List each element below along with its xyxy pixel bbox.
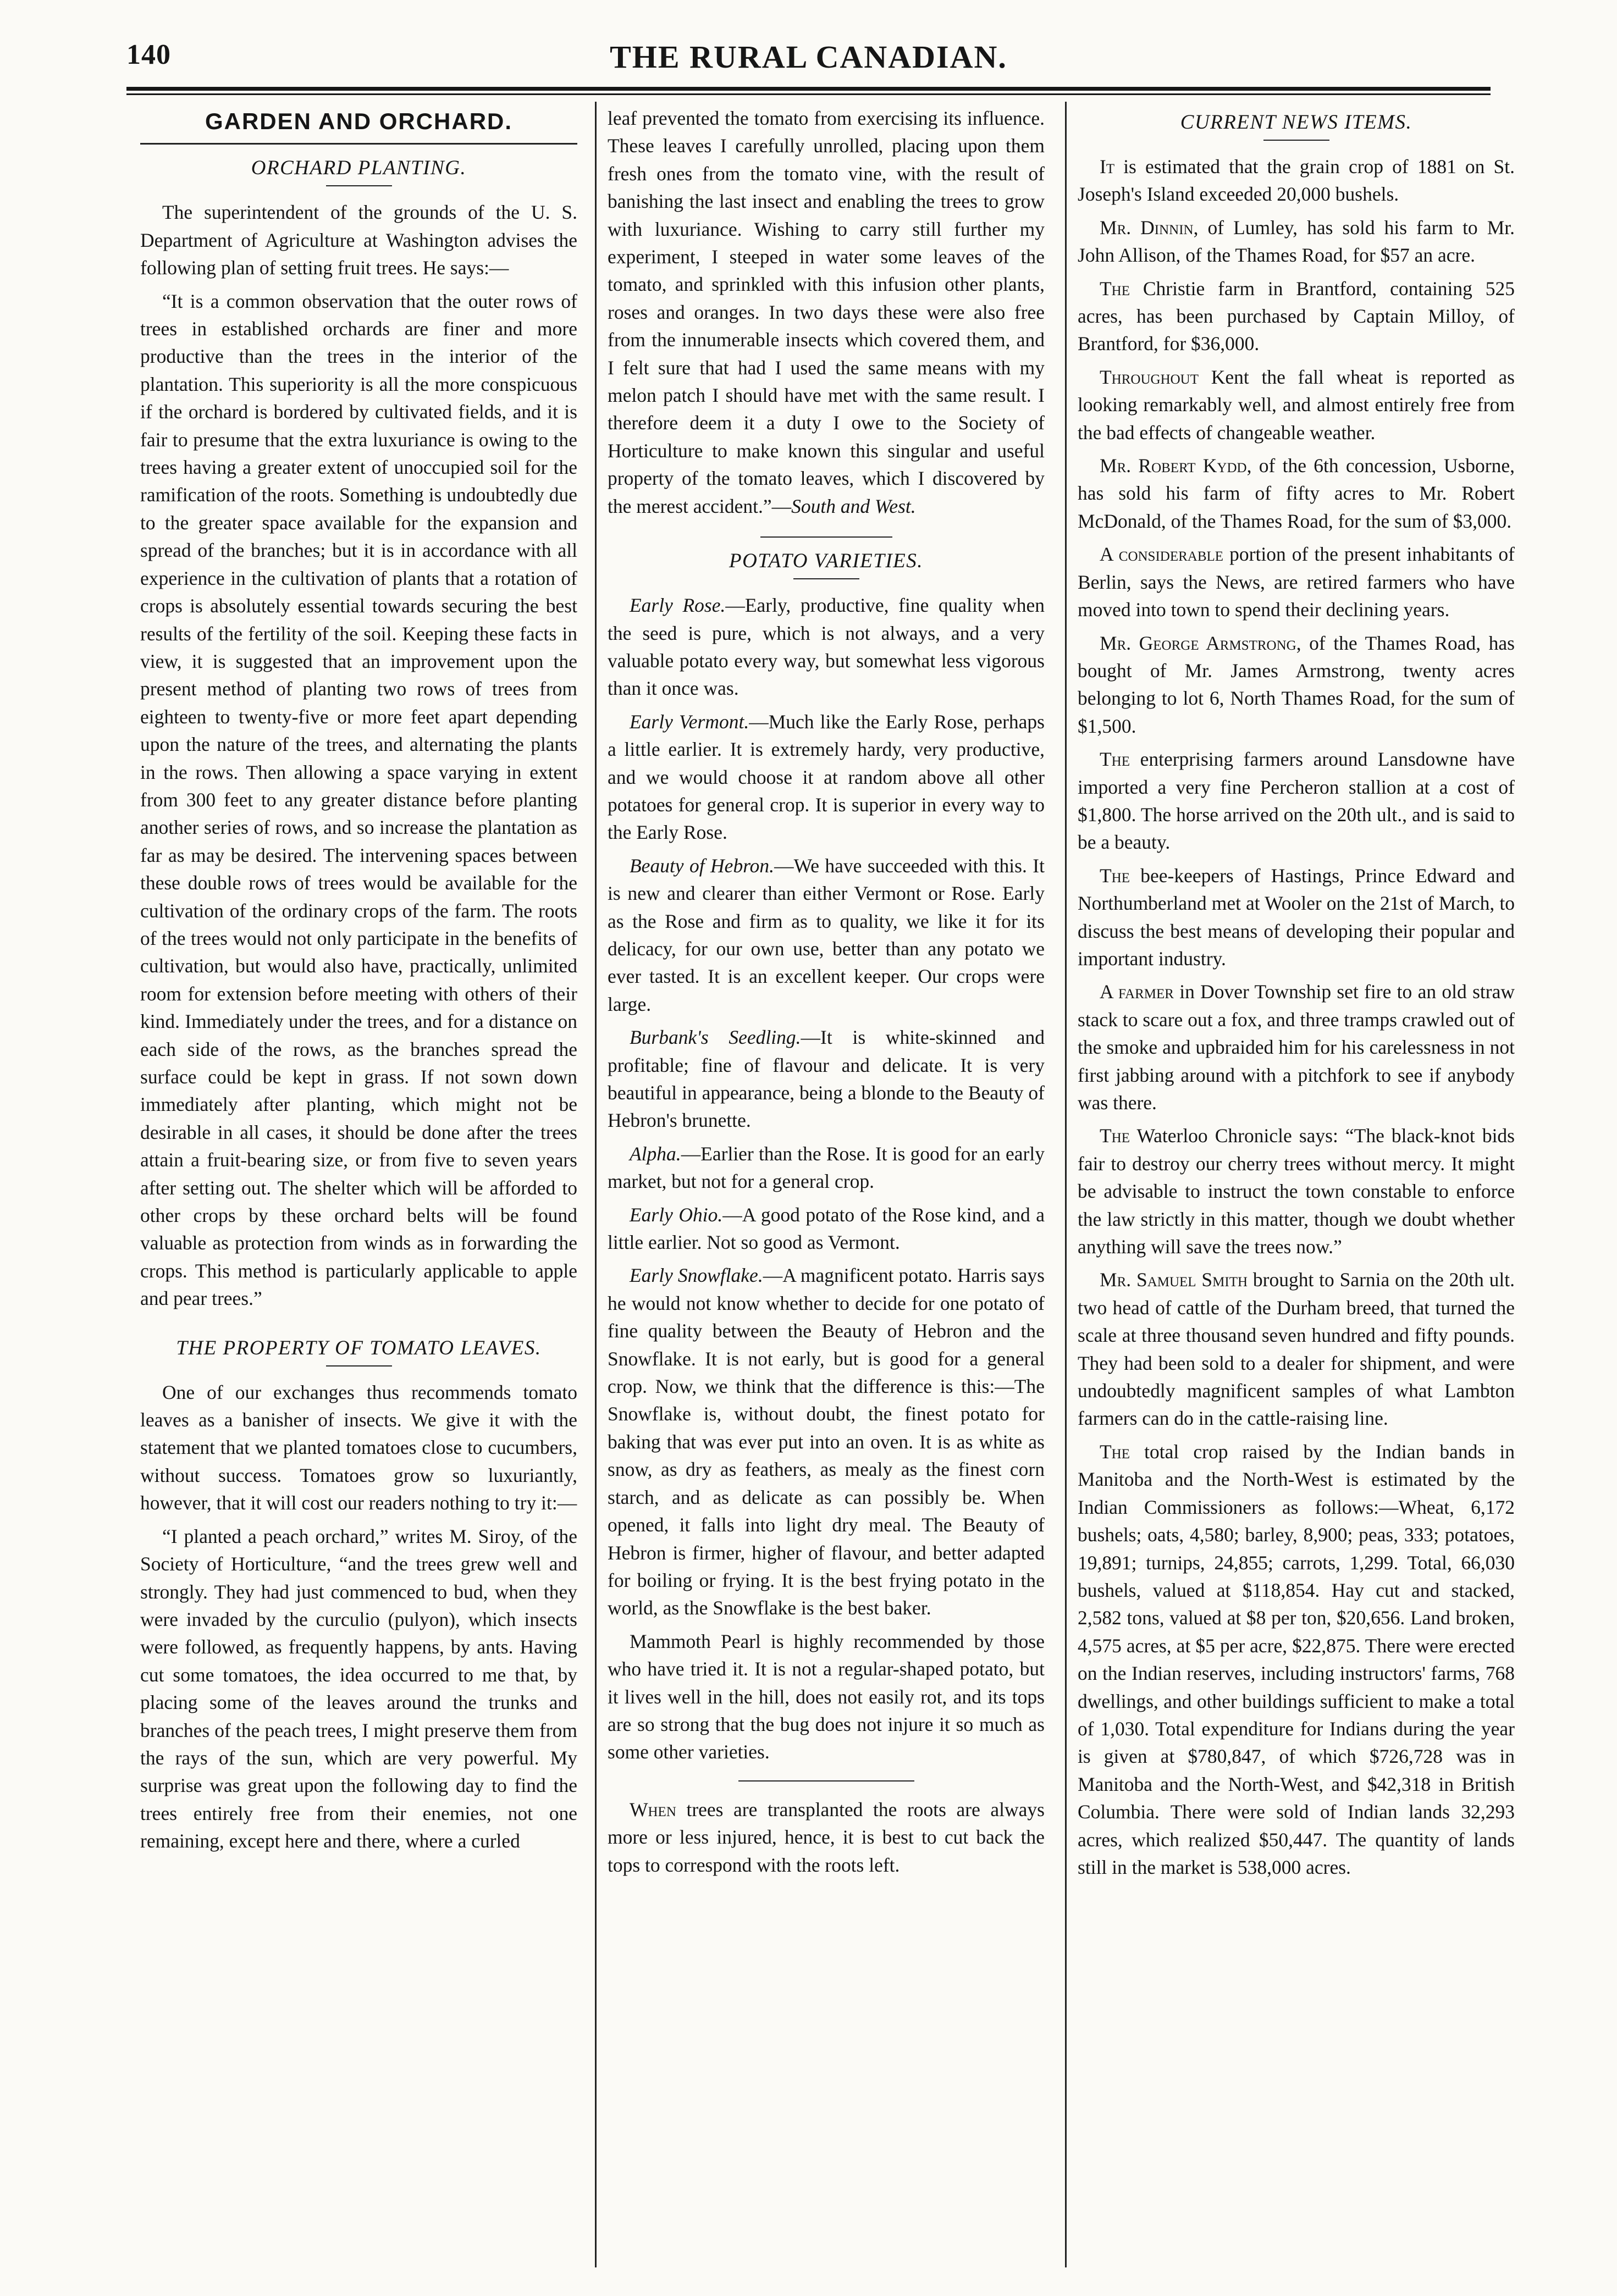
variety-name: Beauty of Hebron.: [630, 854, 775, 877]
news-text: of the Thames Road, has bought of Mr. James Armstrong, twenty acres belonging to lot 6, North Thames Road, for the sum of $1,500.: [1078, 632, 1515, 737]
news-item: [1078, 452, 1515, 535]
variety-name: Alpha.: [630, 1142, 681, 1165]
paragraph-text: trees are transplanted the roots are always more or less injured, hence, it is best to cut back the tops to correspond with the roots left.: [608, 1798, 1045, 1876]
news-text: portion of the present inhabitants of Berlin, says the News, are retired farmers who have moved into town to spend their declining years.: [1078, 543, 1515, 621]
news-lead: The: [1100, 864, 1130, 887]
column-divider: [595, 102, 597, 2267]
variety-name: Early Rose.: [630, 594, 726, 617]
news-item: [1078, 1438, 1515, 1882]
news-text: enterprising farmers around Lansdowne have imported a very fine Percheron stallion at a cost of $1,800. The horse arrived on the 20th ult., and is said to be a beauty.: [1078, 748, 1515, 854]
news-text: of the 6th concession, Usborne, has sold his farm of fifty acres to Mr. Robert McDonald, of the Thames Road, for the sum of $3,000.: [1078, 455, 1515, 532]
page-number: 140: [126, 39, 171, 70]
news-list: [1078, 153, 1515, 1881]
variety-name: Early Snowflake.: [630, 1264, 763, 1287]
news-lead: A considerable: [1100, 543, 1224, 566]
variety-name: Early Vermont.: [630, 710, 749, 733]
title-rule: [1263, 140, 1329, 141]
news-lead: A farmer: [1100, 981, 1174, 1003]
news-lead: The: [1100, 748, 1130, 771]
title-rule: [326, 1365, 392, 1366]
news-text: in Dover Township set fire to an old straw stack to scare out a fox, and three tramps crawled out of the smoke and upbraided him for his carelessness in not first jabbing around with a pitchfork to see if anybody was there.: [1078, 981, 1515, 1114]
potato-variety: [608, 1201, 1045, 1257]
news-text: brought to Sarnia on the 20th ult. two head of cattle of the Durham breed, that turned the scale at three thousand seven hundred and fifty pounds. They had been sold to a dealer for shipment, and were undoubtedly magnificent samples of what Lambton farmers can do in the cattle-raising line.: [1078, 1269, 1515, 1430]
masthead: THE RURAL CANADIAN.: [610, 39, 1007, 75]
news-lead: Mr. Dinnin,: [1100, 216, 1199, 239]
news-text: of Lumley, has sold his farm to Mr. John Allison, of the Thames Road, for $57 an acre.: [1078, 216, 1515, 267]
paragraph: One of our exchanges thus recommends tomato leaves as a banisher of insects. We give it with the statement that we planted tomatoes close to cucumbers, without success. Tomatoes grow so luxuriantly, however, that it will cost our readers nothing to try it:—: [140, 1381, 577, 1514]
news-item: [1078, 275, 1515, 358]
news-item: [1078, 978, 1515, 1116]
article-title-tomato-leaves: THE PROPERTY OF TOMATO LEAVES.: [176, 1336, 542, 1359]
news-item: [1078, 540, 1515, 623]
news-lead: The: [1100, 277, 1130, 300]
variety-text: —Much like the Early Rose, perhaps a little earlier. It is extremely hardy, very productive, and we would choose it at random above all other potatoes for general crop. It is superior in every way to the Early Rose.: [608, 710, 1045, 844]
paragraph: Mammoth Pearl is highly recommended by those who have tried it. It is not a regular-shaped potato, but it lives well in the hill, does not easily rot, and its tops are so strong that the bug does not injure it so much as some other varieties.: [608, 1630, 1045, 1763]
page-header: [126, 38, 1491, 82]
paragraph: “I planted a peach orchard,” writes M. Siroy, of the Society of Horticulture, “and the trees grew well and strongly. They had just commenced to bud, when they were invaded by the curculio (pulyon), which insects were followed, as frequently happens, by ants. Having cut some tomatoes, the idea occurred to me that, by placing some of the leaves around the trunks and branches of the peach trees, I might preserve them from the rays of the sun, which are very powerful. My surprise was great upon the following day to find the trees entirely free from their enemies, not one remaining, except here and there, where a curled: [140, 1525, 577, 1852]
news-text: total crop raised by the Indian bands in Manitoba and the North-West is estimated by the Indian Commissioners as follows:—Wheat, 6,172 bushels; oats, 4,580; barley, 8,900; peas, 333; potatoes, 19,891; turnips, 24,855; carrots, 1,299. Total, 66,030 bushels, valued at $118,854. Hay cut and stacked, 2,582 tons, valued at $8 per ton, $20,656. Land broken, 4,575 acres, at $5 per acre, $22,875. There were erected on the Indian reserves, including instructors' farms, 768 dwellings, and other buildings sufficient to make a total of 1,030. Total expenditure for Indians during the year is given at $780,847, of which $726,728 was in Manitoba and the North-West, and $42,318 in British Columbia. There were sold of Indian lands 32,293 acres, which realized $50,447. The quantity of lands still in the market is 538,000 acres.: [1078, 1440, 1515, 1878]
news-lead: The: [1100, 1440, 1130, 1463]
news-item: [1078, 745, 1515, 856]
source-credit: South and West.: [791, 495, 916, 517]
middle-column: [608, 104, 1045, 2265]
article-separator: [760, 536, 892, 538]
news-text: Waterloo Chronicle says: “The black-knot bids fair to destroy our cherry trees without mercy. It might be advisable to instruct the town constable to enforce the law strictly in this matter, though we doubt whether anything will save the trees now.”: [1078, 1125, 1515, 1258]
news-lead: Mr. George Armstrong,: [1100, 632, 1301, 654]
right-column: [1078, 104, 1515, 2265]
column-divider: [1065, 102, 1067, 2267]
news-lead: It: [1100, 156, 1115, 178]
news-text: Kent the fall wheat is reported as looking remarkably well, and almost entirely free from the bad effects of changeable weather.: [1078, 366, 1515, 444]
header-double-rule: [126, 87, 1491, 95]
potato-variety: [608, 852, 1045, 1018]
article-separator: [738, 1780, 914, 1782]
news-item: [1078, 1266, 1515, 1432]
left-column: [140, 104, 577, 2265]
variety-text: —It is white-skinned and profitable; fine of flavour and delicate. It is very beautiful in appearance, being a blonde to the Beauty of Hebron's brunette.: [608, 1026, 1045, 1132]
potato-variety: [608, 1140, 1045, 1196]
variety-text: —Early, productive, fine quality when the seed is pure, which is not always, and a very valuable potato every way, but somewhat less vigorous than it once was.: [608, 594, 1045, 700]
variety-text: —A magnificent potato. Harris says he would not know whether to decide for one potato of fine quality between the Beauty of Hebron and the Snowflake. It is not early, but is good for a general crop. Now, we think that the difference is this:—The Snowflake is, without doubt, the finest potato for baking that was ever put into an oven. It is as white as snow, as dry as feathers, as mealy as the finest corn starch, and as delicate as can possibly be. When opened, it falls into light dry meal. The Beauty of Hebron is firmer, higher of flavour, and better adapted for boiling or frying. It is the best frying potato in the world, as the Snowflake is the best baker.: [608, 1264, 1045, 1619]
variety-text: —We have succeeded with this. It is new and clearer than either Vermont or Rose. Early as the Rose and firm as to quality, we like it for its delicacy, for our own use, better than any potato we ever tasted. It is an excellent keeper. Our crops were large.: [608, 854, 1045, 1015]
section-rule: [140, 143, 577, 145]
title-rule: [326, 185, 392, 186]
paragraph: [608, 1796, 1045, 1879]
news-text: is estimated that the grain crop of 1881 on St. Joseph's Island exceeded 20,000 bushels.: [1078, 156, 1515, 206]
news-item: [1078, 363, 1515, 446]
news-lead: Mr. Robert Kydd,: [1100, 455, 1252, 477]
news-lead: The: [1100, 1125, 1130, 1147]
news-item: [1078, 629, 1515, 740]
news-text: bee-keepers of Hastings, Prince Edward and Northumberland met at Wooler on the 21st of March, to discuss the best means of developing their popular and important industry.: [1078, 864, 1515, 970]
potato-variety: [608, 1023, 1045, 1135]
news-item: [1078, 1122, 1515, 1260]
continued-text: leaf prevented the tomato from exercising its influence. These leaves I carefully unrolled, placing upon them fresh ones from the tomato vine, with the result of banishing the last insect and enabling the trees to grow with luxuriance. Wishing to carry still further my experiment, I steeped in water some leaves of the tomato, and sprinkled with this infusion other plants, roses and oranges. In two days these were also free from the innumerable insects which covered them, and I felt sure that had I used the same means with my melon patch I should have met with the same result. I therefore deem it a duty I owe to the Society of Horticulture to make known this singular and useful property of the tomato leaves, which I discovered by the merest accident.”—: [608, 107, 1045, 517]
variety-name: Burbank's Seedling.: [630, 1026, 801, 1049]
paragraph-continued: [608, 104, 1045, 520]
variety-name: Early Ohio.: [630, 1203, 723, 1226]
paragraph: “It is a common observation that the outer rows of trees in established orchards are finer and more productive than the trees in the interior of the plantation. This superiority is all the more conspicuous if the orchard is bordered by cultivated fields, and it is fair to presume that the extra luxuriance is owing to the trees having a greater extent of unoccupied soil for the ramification of the roots. Something is undoubtedly due to the greater space available for the expansion and spread of the branches; but it is in accordance with all experience in the cultivation of plants that a rotation of crops is absolutely essential towards securing the best results of the fertility of the soil. Keeping these facts in view, it is suggested that an improvement upon the present method of planting two rows of trees from eighteen to twenty-five or more feet apart depending upon the nature of the trees, and alternating the plants in the rows. Then allowing a space varying in extent from 300 feet to any greater distance before planting another series of rows, and so increase the plantation as far as may be desired. The intervening spaces between these double rows of trees would be available for the cultivation of the ordinary crops of the farm. The roots of the trees would not only participate in the benefits of cultivation, but would also have, practically, unlimited room for extension before meeting with others of their kind. Immediately under the trees, and for a distance on each side of the rows, as the branches spread the surface could be kept in grass. If not sown down immediately after planting, which might not be desirable in all cases, it should be done after the trees attain a fruit-bearing size, or from five to seven years after setting out. The shelter which will be afforded to other crops by these orchard belts will be found valuable as protection from winds as in forwarding the crops. This method is particularly applicable to apple and pear trees.”: [140, 290, 577, 1310]
news-item: [1078, 214, 1515, 269]
potato-variety: [608, 591, 1045, 702]
potato-variety: [608, 1262, 1045, 1622]
section-title: GARDEN AND ORCHARD.: [205, 108, 513, 134]
variety-text: —A good potato of the Rose kind, and a little earlier. Not so good as Vermont.: [608, 1203, 1045, 1254]
title-rule: [793, 578, 859, 579]
article-title-orchard-planting: ORCHARD PLANTING.: [251, 157, 467, 180]
news-item: [1078, 153, 1515, 208]
lead-word: When: [630, 1798, 676, 1821]
paragraph: The superintendent of the grounds of the U. S. Department of Agriculture at Washington advises the following plan of setting fruit trees. He says:—: [140, 201, 577, 279]
news-item: [1078, 862, 1515, 973]
variety-text: —Earlier than the Rose. It is good for an early market, but not for a general crop.: [608, 1142, 1045, 1193]
potato-variety: [608, 708, 1045, 847]
article-title-current-news: CURRENT NEWS ITEMS.: [1180, 111, 1412, 134]
news-lead: Throughout: [1100, 366, 1199, 388]
news-lead: Mr. Samuel Smith: [1100, 1269, 1248, 1291]
news-text: Christie farm in Brantford, containing 525 acres, has been purchased by Captain Milloy, of Brantford, for $36,000.: [1078, 277, 1515, 355]
article-title-potato-varieties: POTATO VARIETIES.: [729, 550, 923, 573]
